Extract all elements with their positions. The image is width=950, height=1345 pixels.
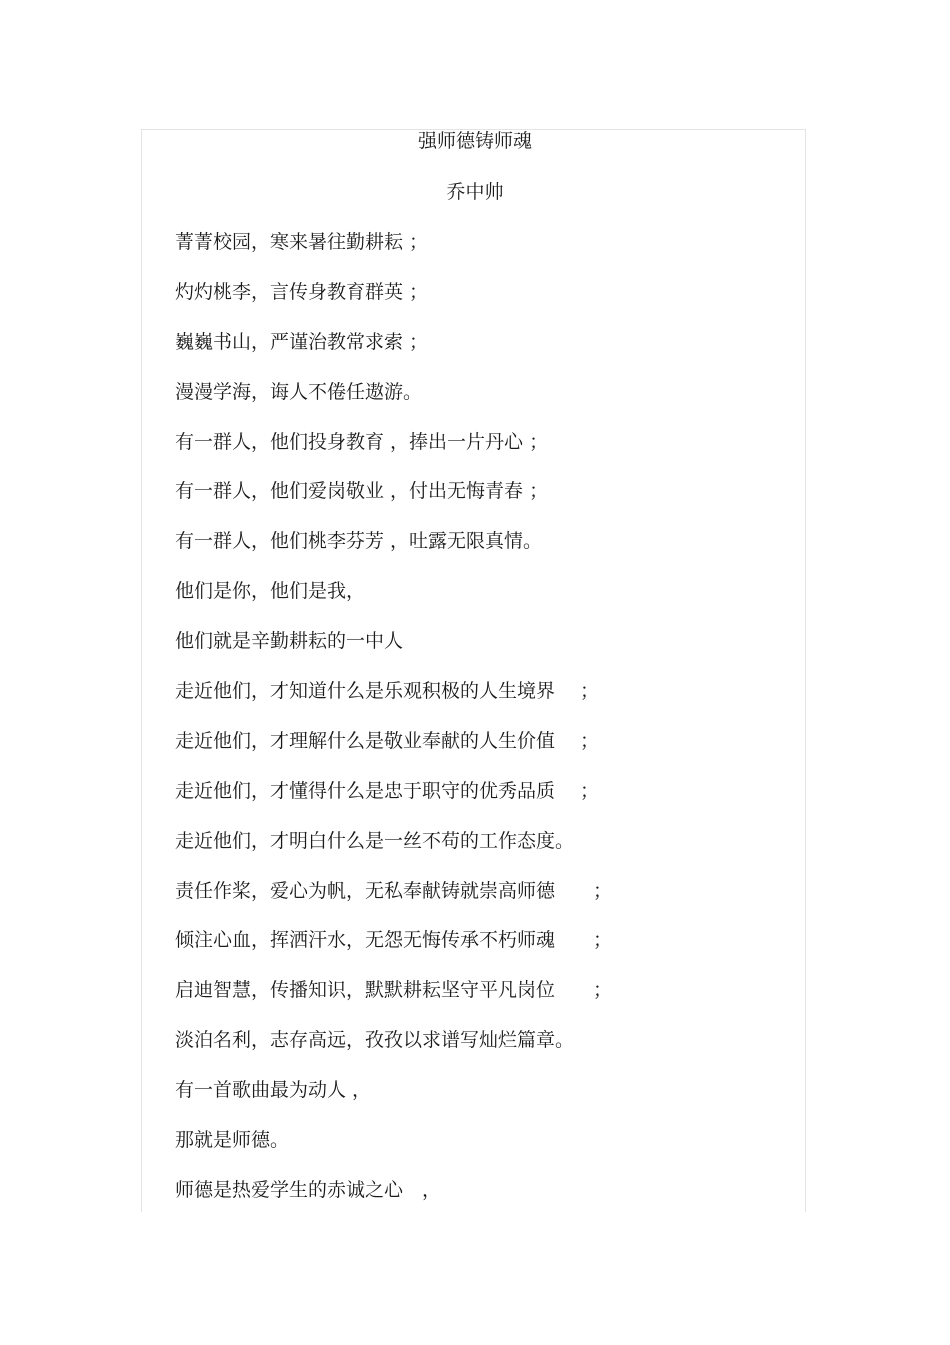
poem-line: 巍巍书山，严谨治教常求索 ； (175, 330, 429, 353)
poem-line: 走近他们，才理解什么是敬业奉献的人生价值 ； (175, 729, 600, 752)
poem-line: 有一首歌曲最为动人 ， (175, 1079, 372, 1102)
poem-line: 漫漫学海，诲人不倦任遨游。 (175, 380, 423, 403)
poem-line: 师德是热爱学生的赤诚之心 ， (175, 1178, 442, 1201)
poem-line: 启迪智慧，传播知识，默默耕耘坚守平凡岗位 ； (175, 979, 613, 1002)
poem-line: 菁菁校园，寒来暑往勤耕耘 ； (175, 231, 429, 253)
poem-line: 责任作桨，爱心为帆，无私奉献铸就崇高师德 ； (175, 879, 613, 902)
poem-line: 走近他们，才懂得什么是忠于职守的优秀品质 ； (175, 779, 600, 802)
poem-line: 灼灼桃李，言传身教育群英 ； (175, 280, 429, 303)
poem-line: 倾注心血，挥洒汗水，无怨无悔传承不朽师魂 ； (175, 929, 613, 952)
poem-line: 有一群人，他们投身教育 ，捧出一片丹心 ； (175, 430, 549, 453)
poem-line: 他们是你，他们是我， (175, 580, 366, 603)
poem-line: 走近他们，才知道什么是乐观积极的人生境界 ； (175, 680, 600, 703)
poem-line: 有一群人，他们桃李芬芳 ，吐露无限真情。 (175, 530, 543, 553)
poem-line: 淡泊名利，志存高远，孜孜以求谱写灿烂篇章。 (175, 1029, 575, 1052)
poem-line: 那就是师德。 (175, 1129, 290, 1152)
poem-line: 他们就是辛勤耕耘的一中人 (175, 630, 404, 653)
poem-lines (175, 229, 612, 1227)
document-author: 乔中帅 (446, 181, 504, 203)
poem-line: 有一群人，他们爱岗敬业 ，付出无悔青春 ； (175, 480, 549, 503)
document-title: 强师德铸师魂 (417, 130, 532, 152)
poem-line: 走近他们，才明白什么是一丝不苟的工作态度。 (175, 829, 575, 852)
